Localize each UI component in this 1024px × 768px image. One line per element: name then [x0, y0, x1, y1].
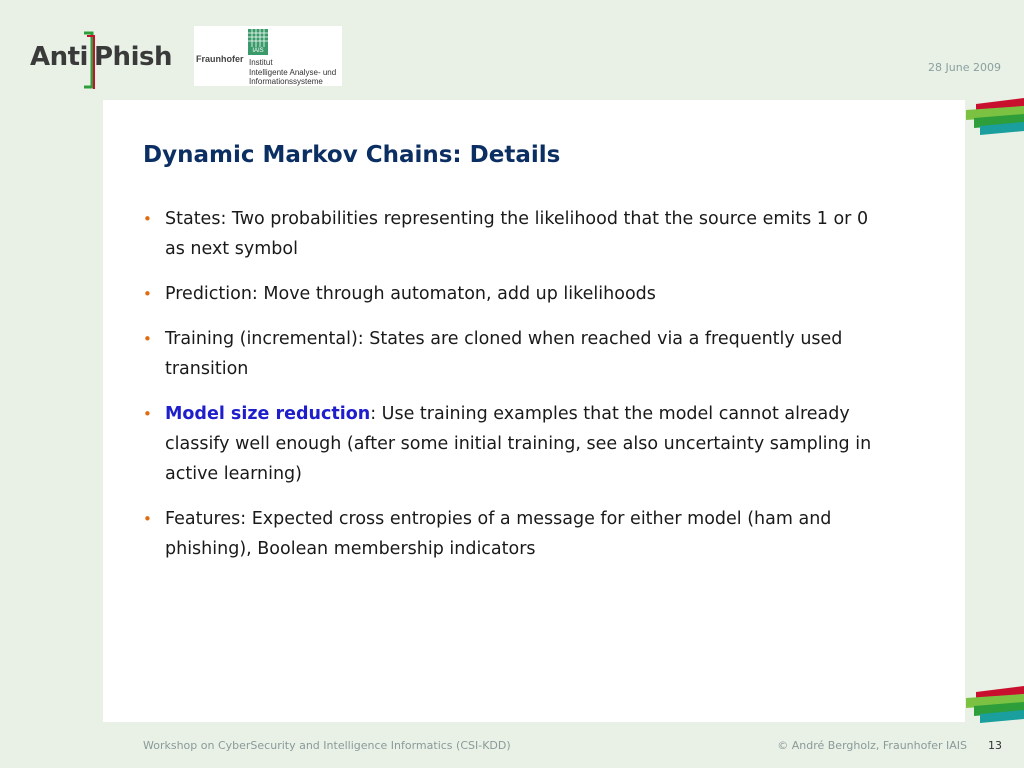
institute-line: Institut [249, 58, 273, 67]
bullet-text: Features: Expected cross entropies of a message for either model (ham and phishing), Boolean membership indicators [165, 509, 832, 559]
fraunhofer-iais-badge: IAIS [248, 47, 268, 55]
logo-phish-text: Phish [94, 42, 172, 72]
institute-line: Informationssysteme [249, 77, 323, 86]
bullet-icon: • [143, 510, 152, 528]
decorative-stripes-bottom [966, 686, 1024, 726]
bullet-item [143, 504, 888, 564]
bullet-item [143, 324, 888, 384]
slide-title: Dynamic Markov Chains: Details [143, 142, 561, 168]
bullet-item [143, 399, 888, 489]
footer-copyright: © André Bergholz, Fraunhofer IAIS [777, 739, 967, 752]
bullet-item [143, 204, 888, 264]
bullet-highlight: Model size reduction [165, 404, 371, 424]
page-number: 13 [988, 739, 1002, 752]
bullet-text: : Use training examples that the model cannot already classify well enough (after some initial training, see also uncertainty sampling in active learning) [165, 404, 872, 484]
fraunhofer-logo [194, 26, 342, 86]
decorative-stripes-top [966, 98, 1024, 138]
fraunhofer-grid-icon [248, 29, 268, 47]
bullet-icon: • [143, 285, 152, 303]
bullet-text: Prediction: Move through automaton, add up likelihoods [165, 284, 656, 304]
institute-line: Intelligente Analyse- und [249, 67, 337, 77]
bullet-icon: • [143, 330, 152, 348]
bullet-list [143, 204, 888, 579]
bullet-icon: • [143, 210, 152, 228]
institute-name [249, 58, 336, 87]
footer-workshop: Workshop on CyberSecurity and Intelligence Informatics (CSI-KDD) [143, 739, 511, 752]
logo-anti-text: Anti [30, 42, 88, 72]
fraunhofer-name: Fraunhofer [196, 54, 244, 64]
slide-date: 28 June 2009 [928, 61, 1001, 74]
bullet-text: Training (incremental): States are cloned when reached via a frequently used transition [165, 329, 843, 379]
antiphish-logo [30, 28, 180, 92]
bullet-text: States: Two probabilities representing the likelihood that the source emits 1 or 0 as next symbol [165, 209, 869, 259]
bullet-icon: • [143, 405, 152, 423]
bullet-item [143, 279, 888, 309]
